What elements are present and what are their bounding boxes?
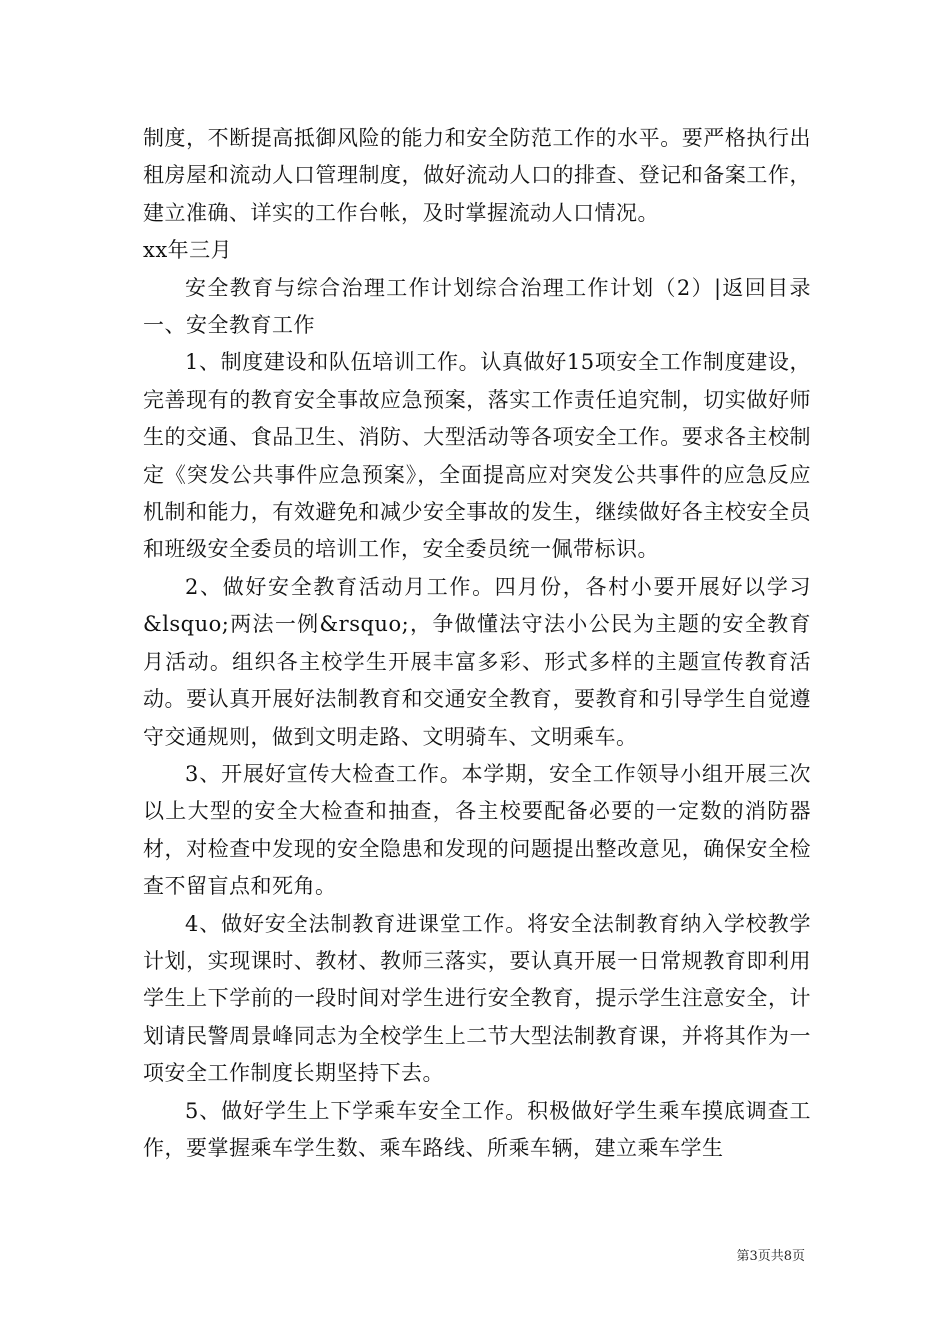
paragraph-continuation: 制度，不断提高抵御风险的能力和安全防范工作的水平。要严格执行出租房屋和流动人口管理制度，做好流动人口的排查、登记和备案工作，建立准确、详实的工作台帐，及时掌握流动人口情况。 (143, 126, 811, 225)
paragraph-item-5: 5、做好学生上下学乘车安全工作。积极做好学生乘车摸底调查工作，要掌握乘车学生数、乘车路线、所乘车辆，建立乘车学生 (143, 1098, 811, 1160)
date-line: xx年三月 (143, 238, 233, 263)
paragraph-item-1: 1、制度建设和队伍培训工作。认真做好15项安全工作制度建设，完善现有的教育安全事故应急预案，落实工作责任追究制，切实做好师生的交通、食品卫生、消防、大型活动等各项安全工作。要求各主校制定《突发公共事件应急预案》，全面提高应对突发公共事件的应急反应机制和能力，有效避免和减少安全事故的发生，继续做好各主校安全员和班级安全委员的培训工作，安全委员统一佩带标识。 (143, 350, 811, 562)
paragraph-item-3: 3、开展好宣传大检查工作。本学期，安全工作领导小组开展三次以上大型的安全大检查和抽查，各主校要配备必要的一定数的消防器材，对检查中发现的安全隐患和发现的问题提出整改意见，确保安全检查不留盲点和死角。 (143, 761, 811, 899)
section-heading: 安全教育与综合治理工作计划综合治理工作计划（2）|返回目录一、安全教育工作 (143, 275, 811, 338)
page-number-footer: 第3页共8页 (736, 1249, 805, 1264)
paragraph-item-4: 4、做好安全法制教育进课堂工作。将安全法制教育纳入学校教学计划，实现课时、教材、教师三落实，要认真开展一日常规教育即利用学生上下学前的一段时间对学生进行安全教育，提示学生注意安全，计划请民警周景峰同志为全校学生上二节大型法制教育课，并将其作为一项安全工作制度长期坚持下去。 (143, 911, 811, 1086)
document-body (143, 120, 811, 1167)
paragraph-item-2: 2、做好安全教育活动月工作。四月份，各村小要开展好以学习&lsquo;两法一例&rsquo;，争做懂法守法小公民为主题的安全教育月活动。组织各主校学生开展丰富多彩、形式多样的主题宣传教育活动。要认真开展好法制教育和交通安全教育，要教育和引导学生自觉遵守交通规则，做到文明走路、文明骑车、文明乘车。 (143, 574, 811, 749)
